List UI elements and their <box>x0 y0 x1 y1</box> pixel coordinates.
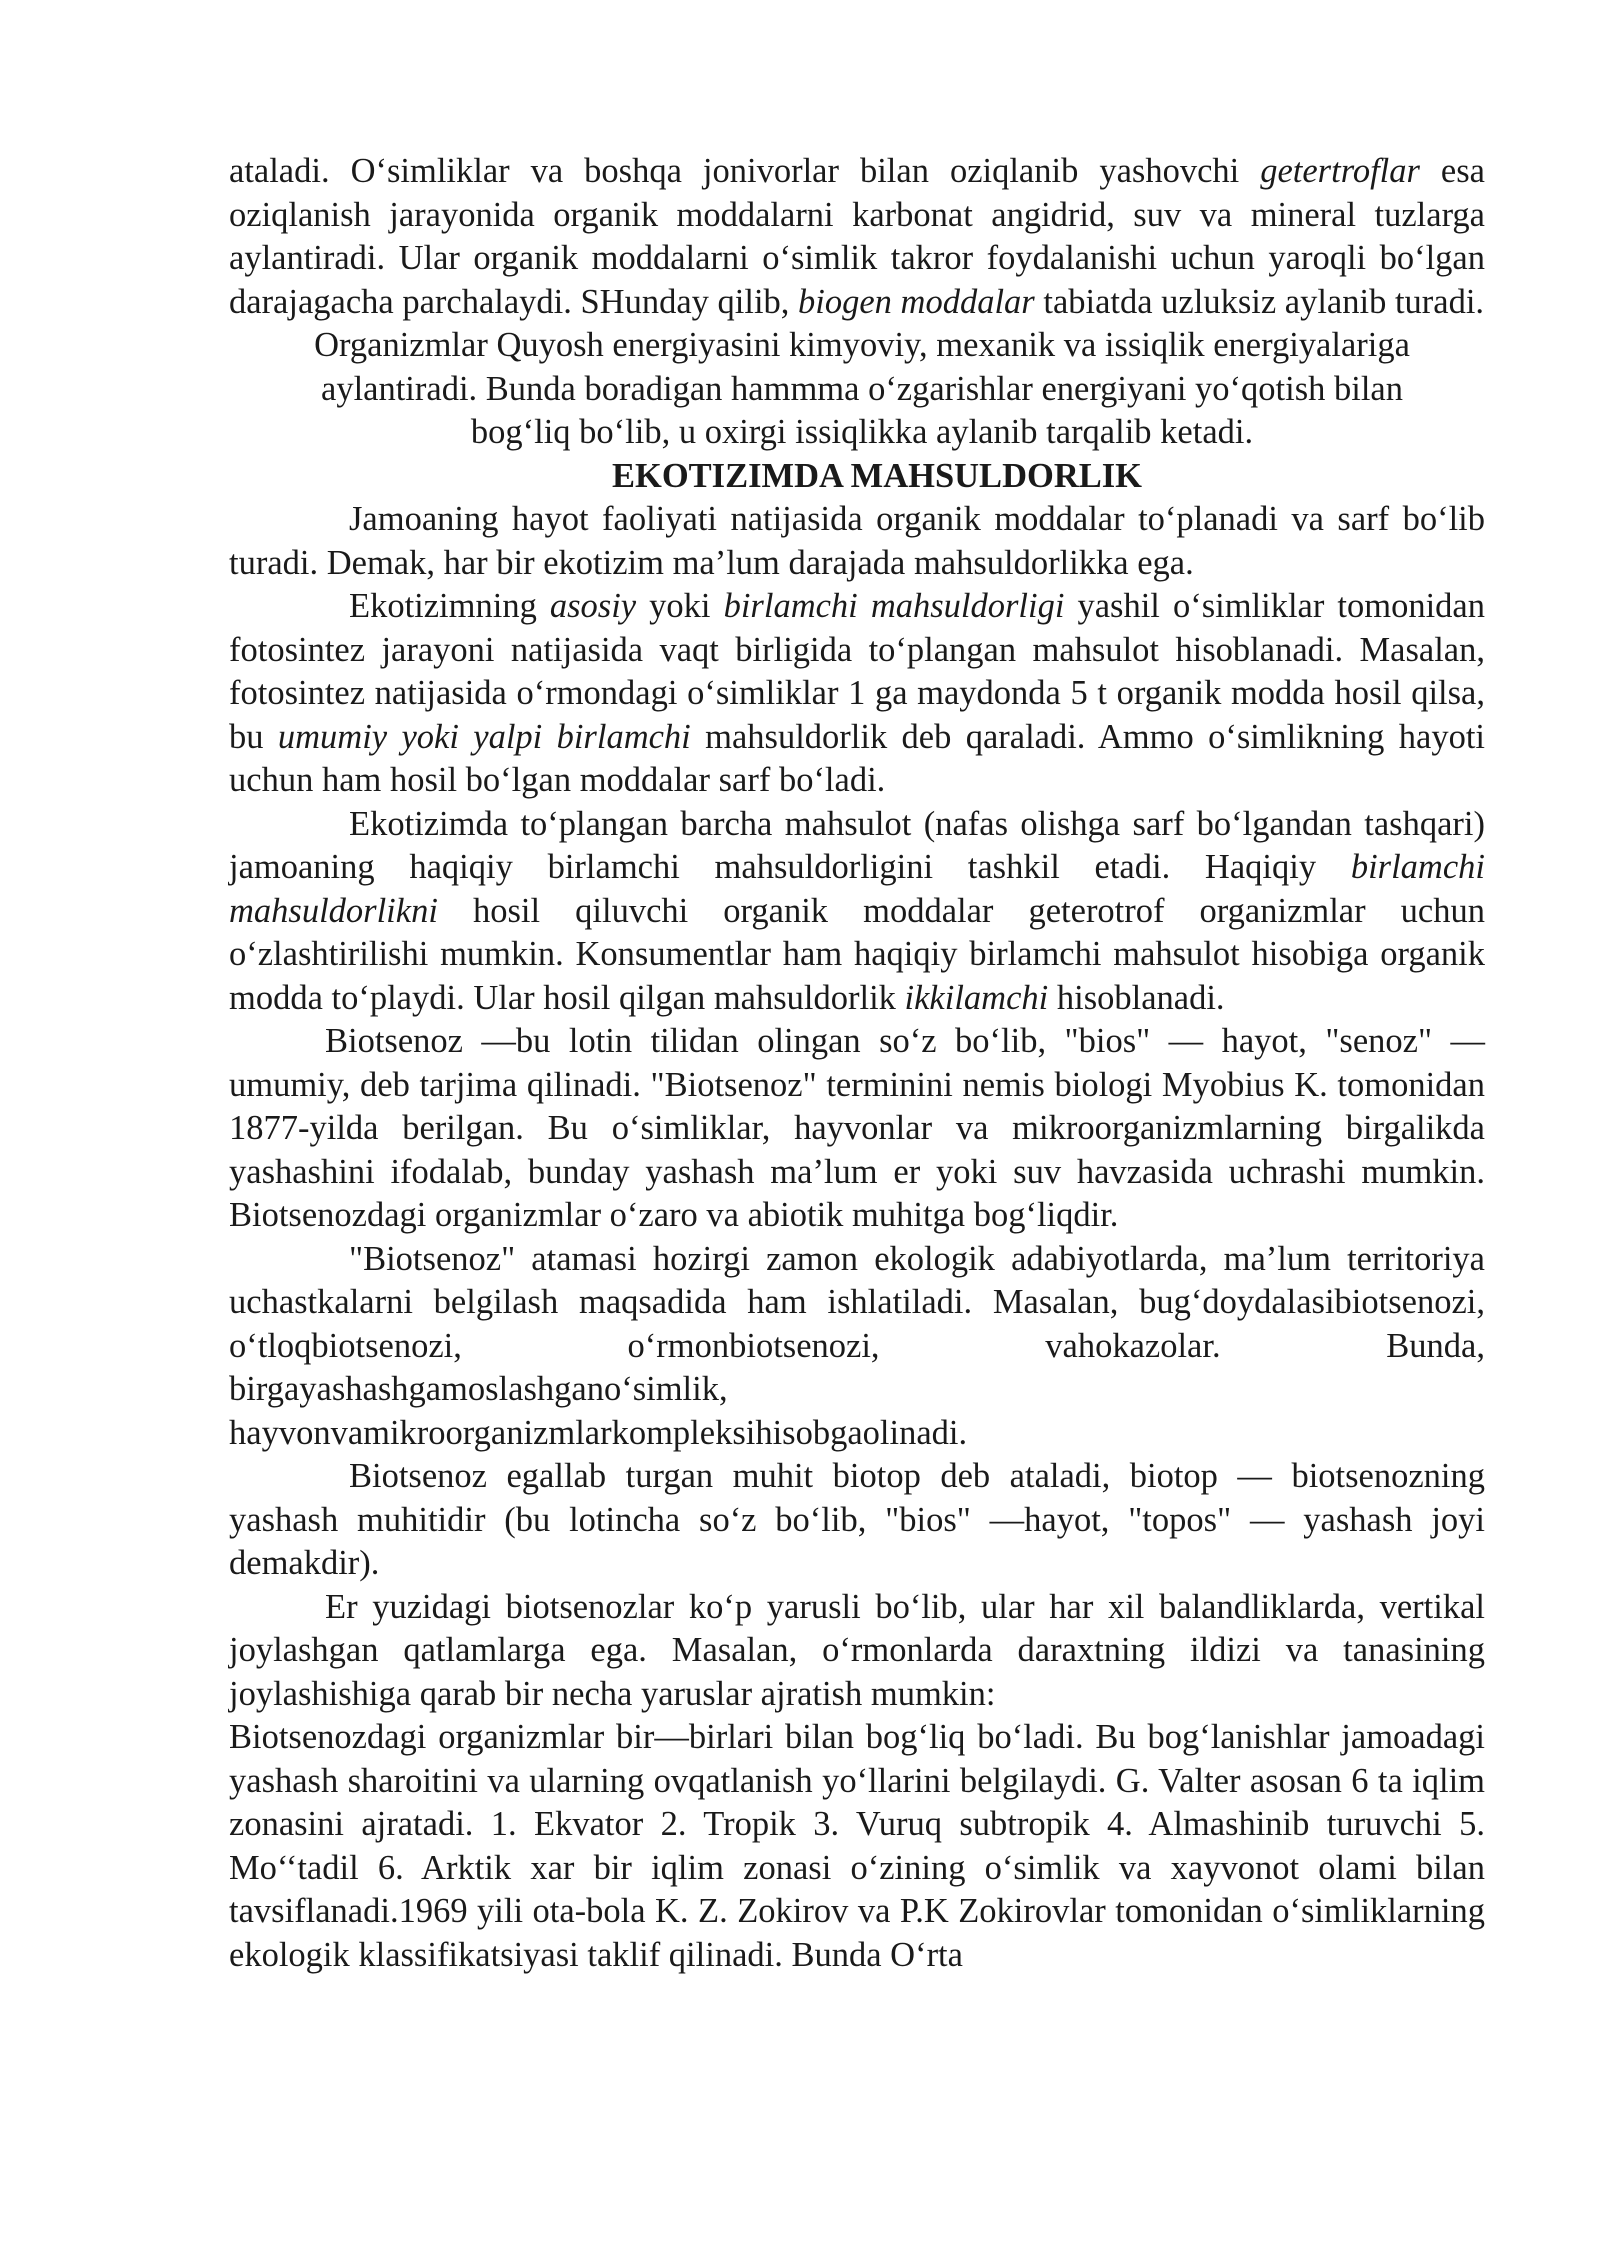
text-run: hisoblanadi. <box>1048 978 1225 1017</box>
text-run: yoki <box>636 587 724 625</box>
text-run: mahsuldorlik deb qaraladi. Ammo o‘simlikning hayoti uchun ham hosil bo‘lgan moddalar sarf bo‘ladi. <box>229 717 1486 799</box>
text-run: Ekotizimning <box>349 587 550 625</box>
text-run: yashil o‘simliklar tomonidan fotosintez jarayoni natijasida vaqt birligida to‘plangan mahsulot hisoblanadi. Masalan, fotosintez natijasida o‘rmondagi o‘simliklar 1 ga maydonda 5 t organik modda hosil qilsa, bu <box>229 587 1485 756</box>
italic-term: getertroflar <box>1260 152 1420 190</box>
paragraph-1 <box>229 150 1485 324</box>
italic-term: ikkilamchi <box>904 978 1049 1017</box>
italic-term: asosiy <box>549 587 637 625</box>
paragraph-7b: hayvonvamikroorganizmlarkompleksihisobgaolinadi. <box>229 1413 968 1452</box>
document-page <box>229 150 1485 1977</box>
text-run: hosil qiluvchi organik moddalar geterotrof organizmlar uchun o‘zlashtirilishi mumkin. Konsumentlar ham haqiqiy birlamchi mahsulot hisobiga organik modda to‘playdi. Ular hosil qilgan mahsuldorlik <box>229 891 1485 1017</box>
paragraph-7a: "Biotsenoz" atamasi hozirgi zamon ekologik adabiyotlarda, ma’lum territoriya uchastkalarni belgilash maqsadida ham ishlatiladi. Masalan, bug‘doydalasibiotsenozi, o‘tloqbiotsenozi, o‘rmonbiotsenozi, vahokazolar. Bunda, birgayashashgamoslashgano‘simlik, <box>229 1239 1485 1408</box>
text-run: tabiatda uzluksiz aylanib turadi. <box>1034 282 1485 321</box>
paragraph-8: Biotsenoz egallab turgan muhit biotop deb ataladi, biotop — biotsenozning yashash muhitidir (bu lotincha so‘z bo‘lib, "bios" —hayot, "topos" — yashash joyi demakdir). <box>229 1457 1485 1582</box>
italic-term: birlamchi mahsuldorligi <box>723 587 1065 625</box>
text-run: esa oziqlanish jarayonida organik moddalarni karbonat angidrid, suv va mineral tuzlarga aylantiradi. Ular organik moddalarni o‘simlik takror foydalanishi uchun yaroqli bo‘lgan darajagacha parchalaydi. SHunday qilib, <box>229 152 1485 321</box>
paragraph-5 <box>229 803 1485 1021</box>
paragraph-10: Biotsenozdagi organizmlar bir—birlari bilan bog‘liq bo‘ladi. Bu bog‘lanishlar jamoadagi yashash sharoitini va ularning ovqatlanish yo‘llarini belgilaydi. G. Valter asosan 6 ta iqlim zonasini ajratadi. 1. Ekvator 2. Tropik 3. Vuruq subtropik 4. Almashinib turuvchi 5. Mo‘‘tadil 6. Arktik xar bir iqlim zonasi o‘zining o‘simlik va xayvonot olami bilan tavsiflanadi.1969 yili ota-bola K. Z. Zokirov va P.K Zokirovlar tomonidan o‘simliklarning ekologik klassifikatsiyasi taklif qilinadi. Bunda O‘rta <box>229 1718 1485 1974</box>
italic-term: biogen moddalar <box>798 282 1035 321</box>
italic-term: umumiy yoki yalpi birlamchi <box>277 717 691 756</box>
paragraph-3: Jamoaning hayot faoliyati natijasida organik moddalar to‘planadi va sarf bo‘lib turadi. Demak, har bir ekotizim ma’lum darajada mahsuldorlikka ega. <box>229 500 1485 582</box>
italic-term: birlamchi mahsuldorlikni <box>229 848 1485 930</box>
paragraph-2-centered: Organizmlar Quyosh energiyasini kimyoviy, mexanik va issiqlik energiyalariga aylantiradi. Bunda boradigan hammma o‘zgarishlar energiyani yo‘qotish bilan bog‘liq bo‘lib, u oxirgi issiqlikka aylanib tarqalib ketadi. <box>314 326 1410 451</box>
text-run: ataladi. O‘simliklar va boshqa jonivorlar bilan oziqlanib yashovchi <box>229 152 1261 190</box>
paragraph-6: Biotsenoz —bu lotin tilidan olingan so‘z bo‘lib, "bios" — hayot, "senoz" — umumiy, deb tarjima qilinadi. "Biotsenoz" terminini nemis biologi Myobius K. tomonidan 1877-yilda berilgan. Bu o‘simliklar, hayvonlar va mikroorganizmlarning birgalikda yashashini ifodalab, bunday yashash ma’lum er yoki suv havzasida uchrashi mumkin. Biotsenozdagi organizmlar o‘zaro va abiotik muhitga bog‘liqdir. <box>229 1022 1485 1234</box>
section-heading: EKOTIZIMDA MAHSULDORLIK <box>611 456 1143 495</box>
paragraph-4 <box>229 585 1485 803</box>
text-run: Ekotizimda to‘plangan barcha mahsulot (nafas olishga sarf bo‘lgandan tashqari) jamoaning haqiqiy birlamchi mahsuldorligini tashkil etadi. Haqiqiy <box>229 804 1485 886</box>
paragraph-9: Er yuzidagi biotsenozlar ko‘p yarusli bo‘lib, ular har xil balandliklarda, vertikal joylashgan qatlamlarga ega. Masalan, o‘rmonlarda daraxtning ildizi va tanasining joylashishiga qarab bir necha yaruslar ajratish mumkin: <box>229 1587 1485 1713</box>
